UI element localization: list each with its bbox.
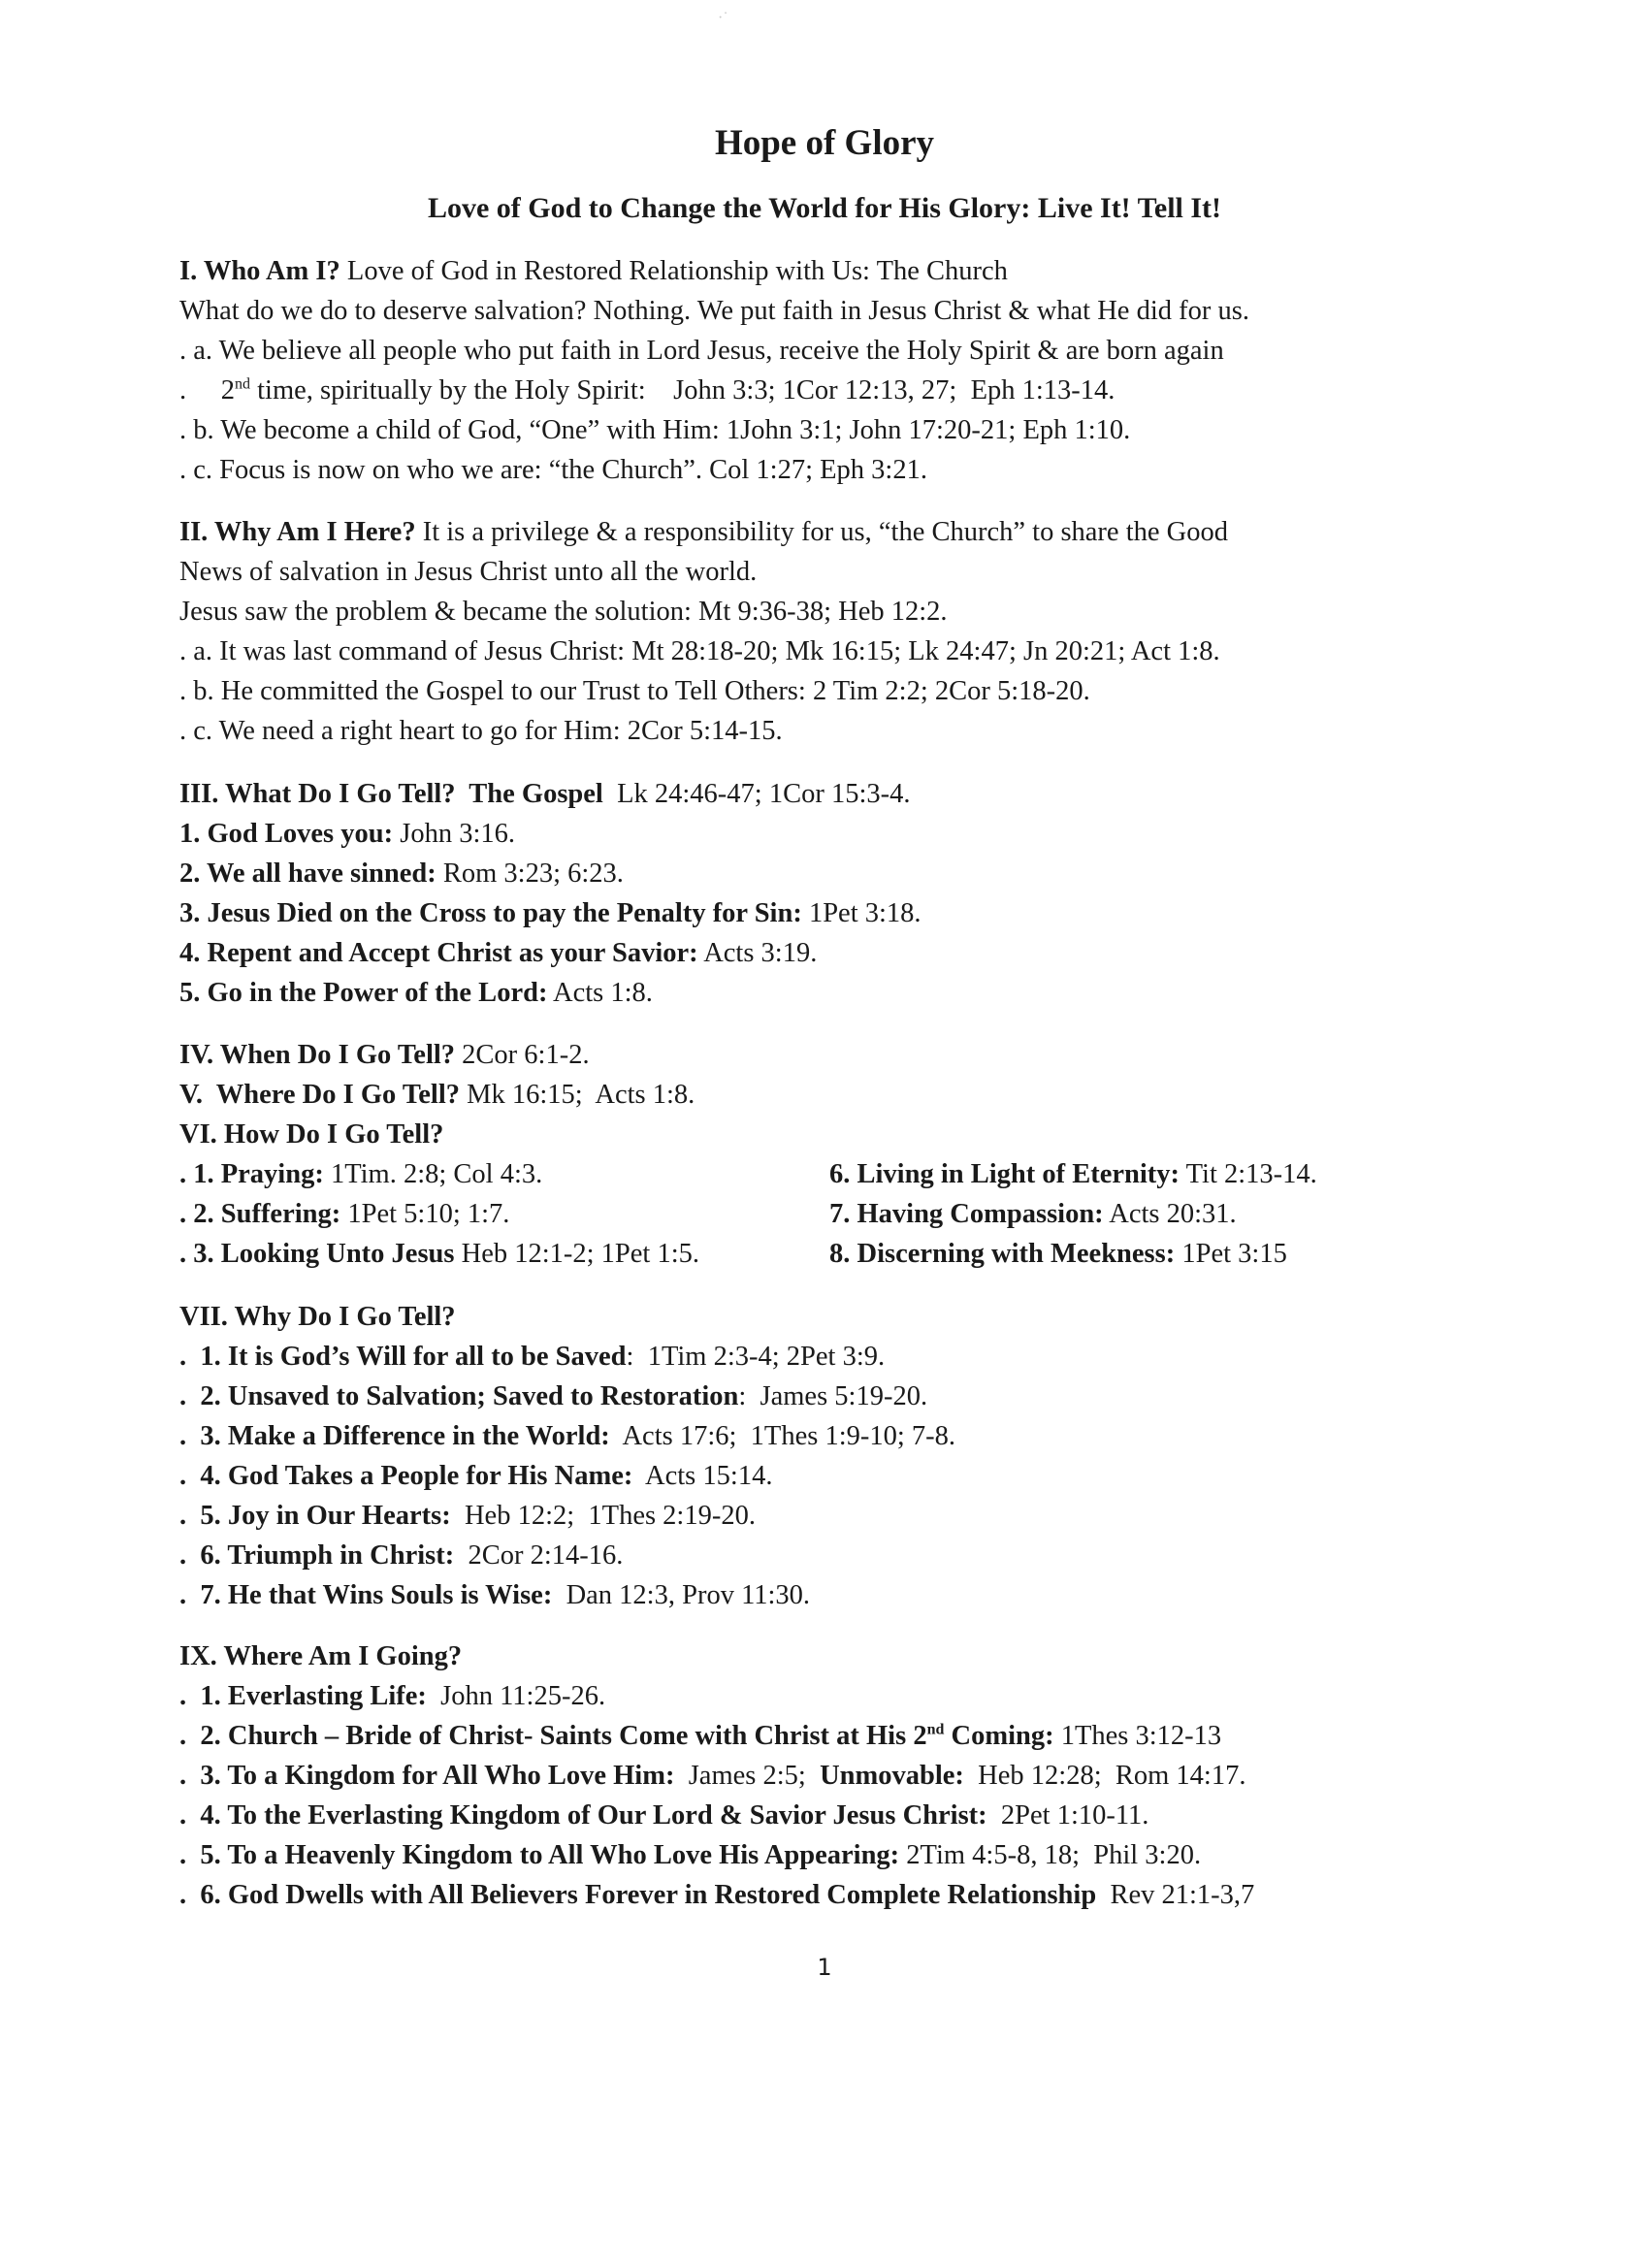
section-why-am-i-here xyxy=(179,512,1537,751)
list-item: . 4. God Takes a People for His Name: Acts 15:14. xyxy=(179,1461,773,1491)
list-item: . 6. Triumph in Christ: 2Cor 2:14-16. xyxy=(179,1540,624,1571)
list-item: . 3. Looking Unto Jesus Heb 12:1-2; 1Pet 1:5. xyxy=(179,1239,700,1269)
section-heading: V. Where Do I Go Tell? Mk 16:15; Acts 1:8. xyxy=(179,1080,695,1110)
section-heading: II. Why Am I Here? It is a privilege & a responsibility for us, “the Church” to share the Good xyxy=(179,517,1228,547)
list-item: . 2. Church – Bride of Christ- Saints Come with Christ at His 2nd Coming: 1Thes 3:12-13 xyxy=(179,1721,1222,1751)
list-item: . 3. Make a Difference in the World: Acts 17:6; 1Thes 1:9-10; 7-8. xyxy=(179,1421,956,1451)
section-heading: I. Who Am I? Love of God in Restored Relationship with Us: The Church xyxy=(179,256,1008,286)
section-line: . 2nd time, spiritually by the Holy Spirit: John 3:3; 1Cor 12:13, 27; Eph 1:13-14. xyxy=(179,375,1116,405)
list-item: . 4. To the Everlasting Kingdom of Our Lord & Savior Jesus Christ: 2Pet 1:10-11. xyxy=(179,1800,1149,1831)
list-item: . 6. God Dwells with All Believers Forever in Restored Complete Relationship Rev 21:1-3,7 xyxy=(179,1880,1255,1910)
section-line: . b. We become a child of God, “One” with Him: 1John 3:1; John 17:20-21; Eph 1:10. xyxy=(179,415,1131,445)
section-heading: IX. Where Am I Going? xyxy=(179,1641,463,1671)
list-item: . 5. To a Heavenly Kingdom to All Who Love His Appearing: 2Tim 4:5-8, 18; Phil 3:20. xyxy=(179,1840,1202,1870)
list-item: 2. We all have sinned: Rom 3:23; 6:23. xyxy=(179,859,624,889)
scan-speck: ·˙ xyxy=(718,10,728,26)
list-item: 6. Living in Light of Eternity: Tit 2:13-14. xyxy=(829,1159,1317,1189)
list-item: . 1. Praying: 1Tim. 2:8; Col 4:3. xyxy=(179,1159,543,1189)
list-item: 8. Discerning with Meekness: 1Pet 3:15 xyxy=(829,1239,1287,1269)
section-line: Jesus saw the problem & became the solution: Mt 9:36-38; Heb 12:2. xyxy=(179,597,948,627)
list-item: . 2. Unsaved to Salvation; Saved to Restoration: James 5:19-20. xyxy=(179,1381,928,1411)
section-why-do-i-go-tell xyxy=(179,1297,1537,1615)
section-line: . a. We believe all people who put faith in Lord Jesus, receive the Holy Spirit & are born again xyxy=(179,336,1224,366)
list-row xyxy=(179,1154,1537,1194)
section-line: . c. Focus is now on who we are: “the Church”. Col 1:27; Eph 3:21. xyxy=(179,455,927,485)
list-item: . 1. It is God’s Will for all to be Saved: 1Tim 2:3-4; 2Pet 3:9. xyxy=(179,1342,886,1372)
list-item: . 1. Everlasting Life: John 11:25-26. xyxy=(179,1681,606,1711)
list-item: 5. Go in the Power of the Lord: Acts 1:8. xyxy=(179,978,653,1008)
list-item: . 7. He that Wins Souls is Wise: Dan 12:3, Prov 11:30. xyxy=(179,1580,811,1610)
list-item: 3. Jesus Died on the Cross to pay the Penalty for Sin: 1Pet 3:18. xyxy=(179,898,922,928)
section-line: What do we do to deserve salvation? Nothing. We put faith in Jesus Christ & what He did for us. xyxy=(179,296,1249,326)
list-row xyxy=(179,1234,1537,1274)
section-line: . a. It was last command of Jesus Christ: Mt 28:18-20; Mk 16:15; Lk 24:47; Jn 20:21; Act 1:8. xyxy=(179,636,1220,666)
list-item: 7. Having Compassion: Acts 20:31. xyxy=(829,1199,1237,1229)
page-subtitle: Love of God to Change the World for His Glory: Live It! Tell It! xyxy=(427,192,1222,224)
list-item: 1. God Loves you: John 3:16. xyxy=(179,819,516,849)
section-heading: VI. How Do I Go Tell? xyxy=(179,1119,444,1150)
section-heading: IV. When Do I Go Tell? 2Cor 6:1-2. xyxy=(179,1040,590,1070)
section-line: News of salvation in Jesus Christ unto all the world. xyxy=(179,557,758,587)
section-where-am-i-going xyxy=(179,1636,1537,1915)
section-line: . b. He committed the Gospel to our Trust to Tell Others: 2 Tim 2:2; 2Cor 5:18-20. xyxy=(179,676,1090,706)
section-heading: VII. Why Do I Go Tell? xyxy=(179,1302,456,1332)
list-item: 4. Repent and Accept Christ as your Savior: Acts 3:19. xyxy=(179,938,818,968)
list-item: . 2. Suffering: 1Pet 5:10; 1:7. xyxy=(179,1199,510,1229)
list-row xyxy=(179,1194,1537,1234)
section-what-do-i-go-tell xyxy=(179,774,1537,1013)
page-number: 1 xyxy=(817,1954,832,1981)
page-title: Hope of Glory xyxy=(714,123,935,163)
section-heading: III. What Do I Go Tell? The Gospel Lk 24:46-47; 1Cor 15:3-4. xyxy=(179,779,911,809)
section-line: . c. We need a right heart to go for Him: 2Cor 5:14-15. xyxy=(179,716,783,746)
list-item: . 5. Joy in Our Hearts: Heb 12:2; 1Thes 2:19-20. xyxy=(179,1501,756,1531)
section-who-am-i xyxy=(179,251,1537,490)
section-when-where-how xyxy=(179,1035,1537,1274)
list-item: . 3. To a Kingdom for All Who Love Him: James 2:5; Unmovable: Heb 12:28; Rom 14:17. xyxy=(179,1761,1246,1791)
